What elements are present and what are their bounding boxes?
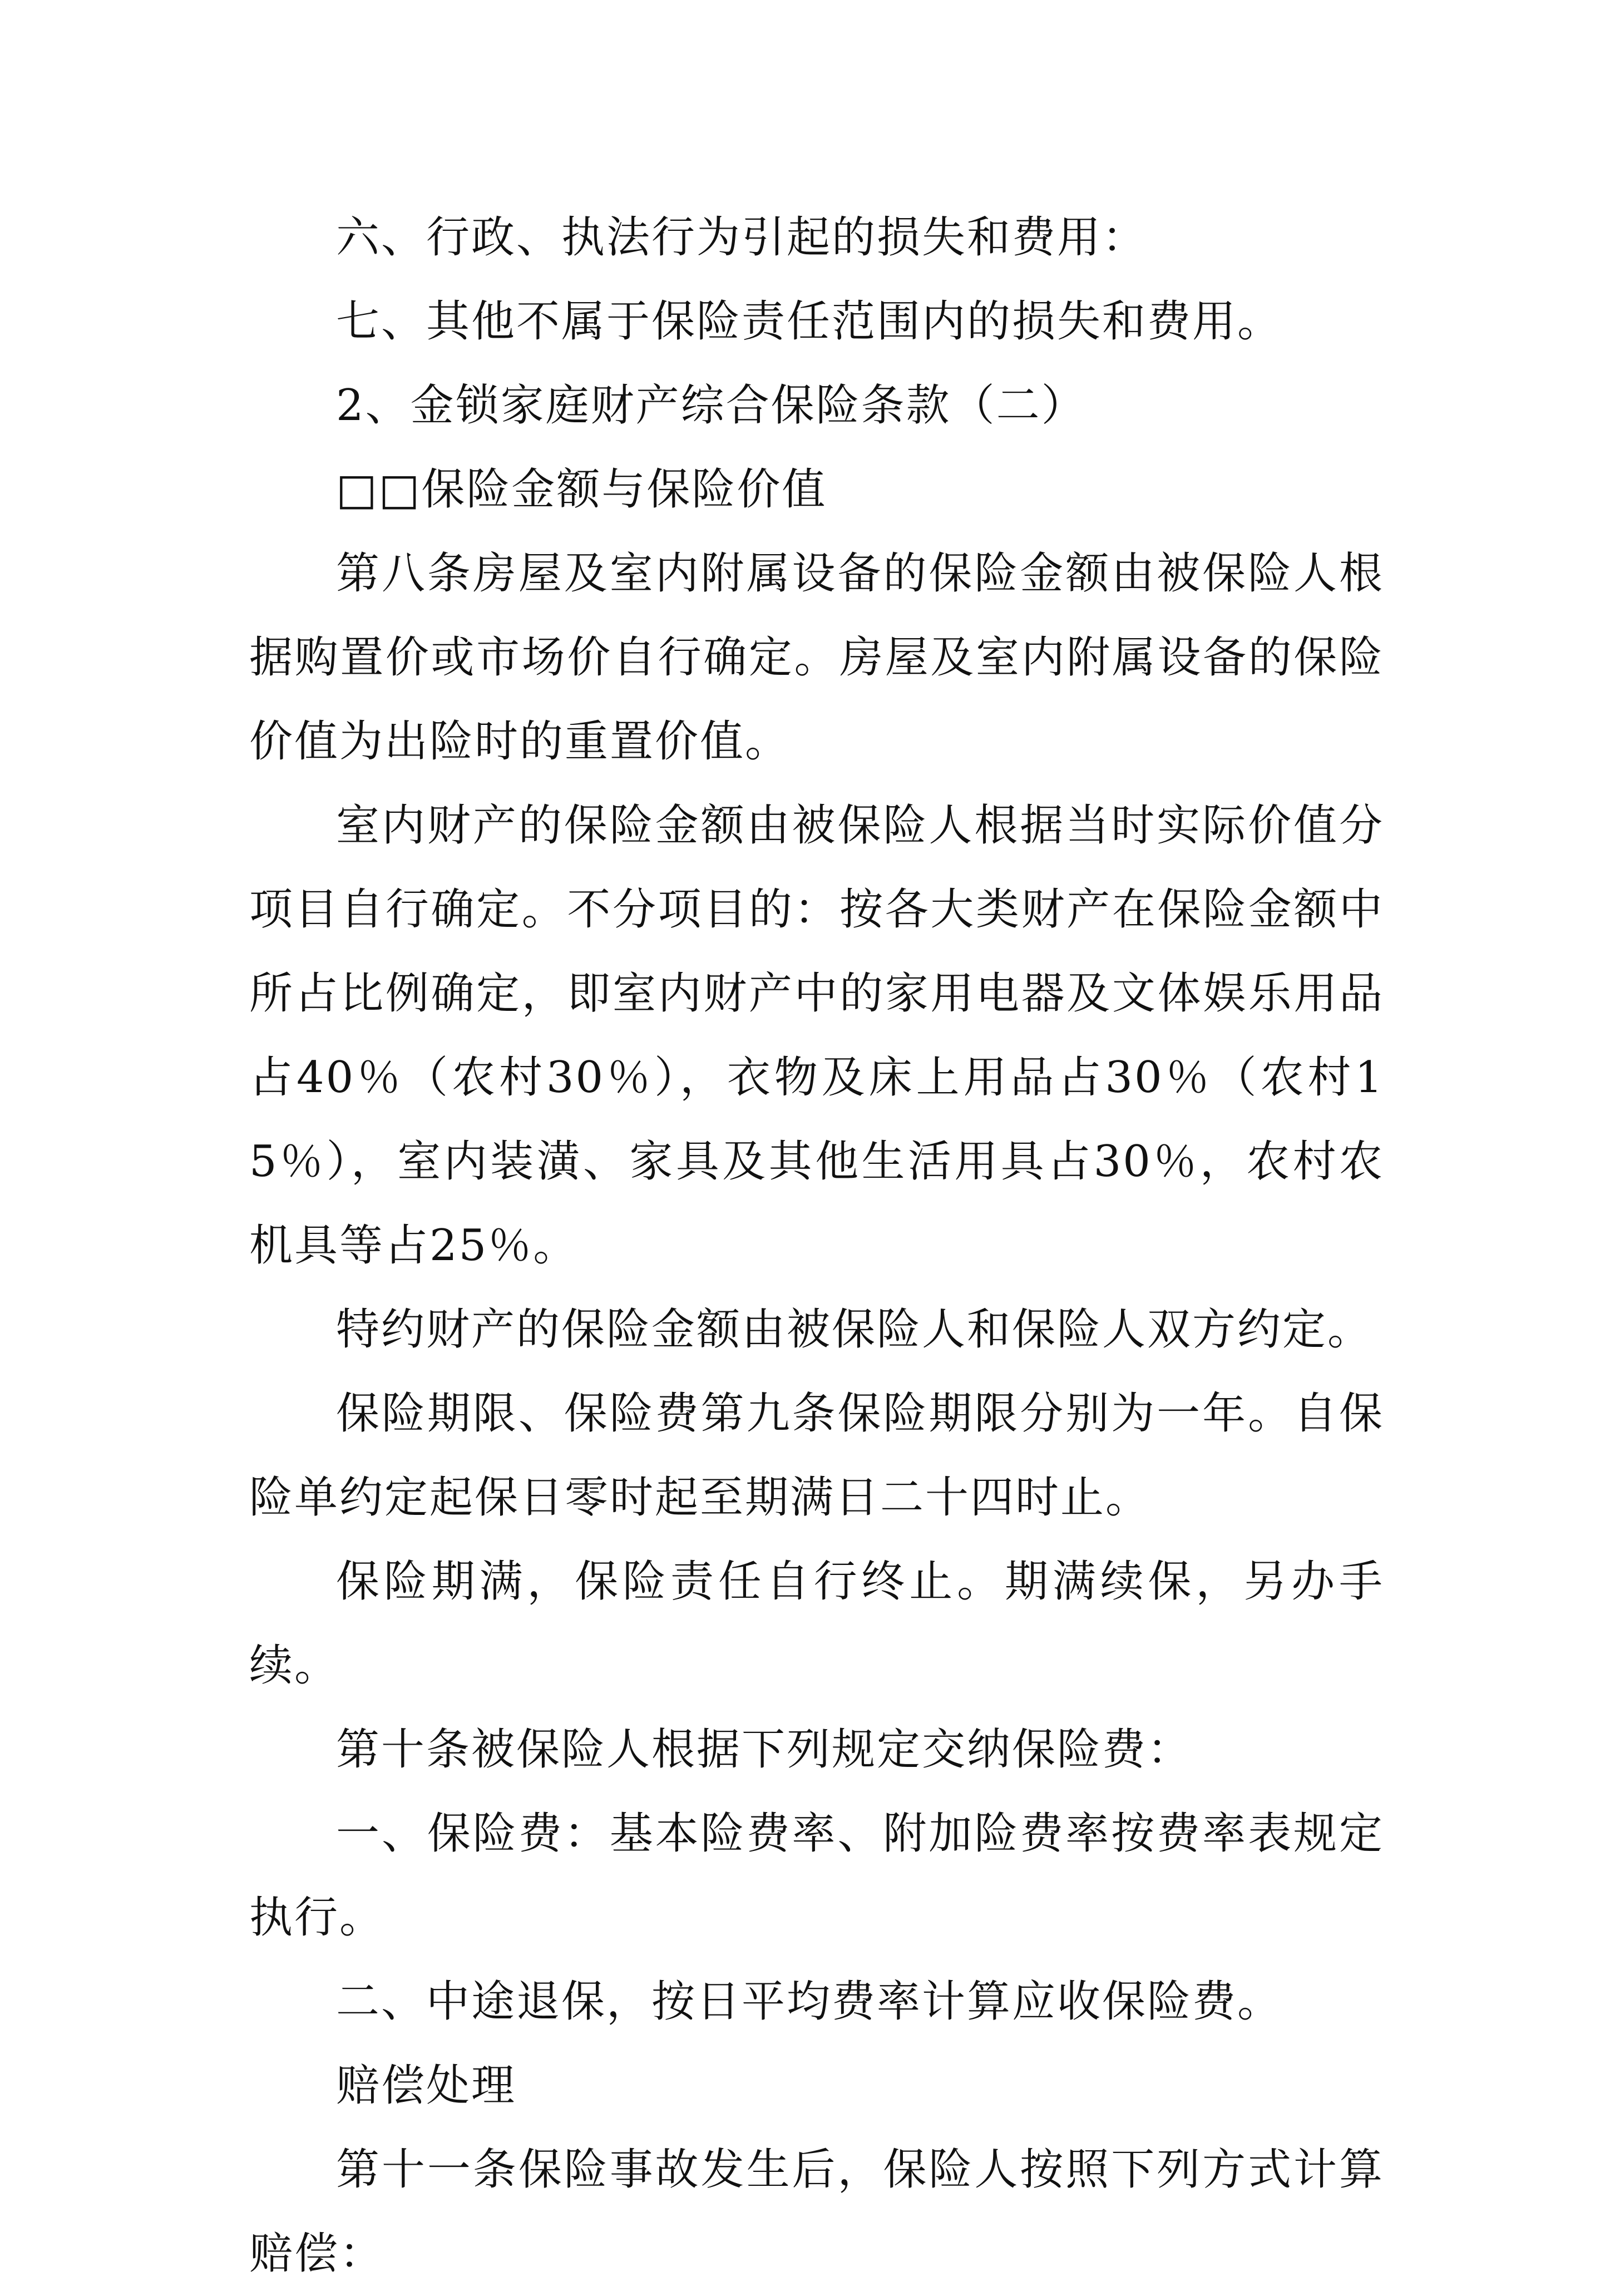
paragraph-article-8: 第八条房屋及室内附属设备的保险金额由被保险人根据购置价或市场价自行确定。房屋及室内附属设备的保险价值为出险时的重置价值。 (249, 549, 1384, 767)
section-heading-claims: 赔偿处理 (336, 2061, 517, 2111)
section-heading-clause-2: 2、金锁家庭财产综合保险条款（二） (336, 381, 1086, 431)
paragraph-premium-rates: 一、保险费：基本险费率、附加险费率按费率表规定执行。 (249, 1809, 1384, 1943)
paragraph-article-9: 保险期限、保险费第九条保险期限分别为一年。自保险单约定起保日零时起至期满日二十四时止。 (249, 1389, 1384, 1523)
paragraph-indoor-property: 室内财产的保险金额由被保险人根据当时实际价值分项目自行确定。不分项目的：按各大类财产在保险金额中所占比例确定，即室内财产中的家用电器及文体娱乐用品占40％（农村30％），衣物及床上用品占30％（农村15％），室内装潢、家具及其他生活用具占30％，农村农机具等占25％。 (249, 801, 1384, 1271)
paragraph-special-property: 特约财产的保险金额由被保险人和保险人双方约定。 (336, 1305, 1373, 1355)
paragraph-term-expiry: 保险期满，保险责任自行终止。期满续保，另办手续。 (249, 1557, 1384, 1691)
document-body (249, 196, 1384, 2296)
paragraph-article-6: 六、行政、执法行为引起的损失和费用： (336, 213, 1148, 263)
paragraph-article-7: 七、其他不属于保险责任范围内的损失和费用。 (336, 297, 1283, 347)
section-heading-insured-amount: □□保险金额与保险价值 (336, 465, 827, 515)
paragraph-article-10: 第十条被保险人根据下列规定交纳保险费： (336, 1725, 1193, 1775)
paragraph-midterm-cancellation: 二、中途退保，按日平均费率计算应收保险费。 (336, 1977, 1283, 2027)
paragraph-article-11: 第十一条保险事故发生后，保险人按照下列方式计算赔偿： (249, 2145, 1384, 2279)
